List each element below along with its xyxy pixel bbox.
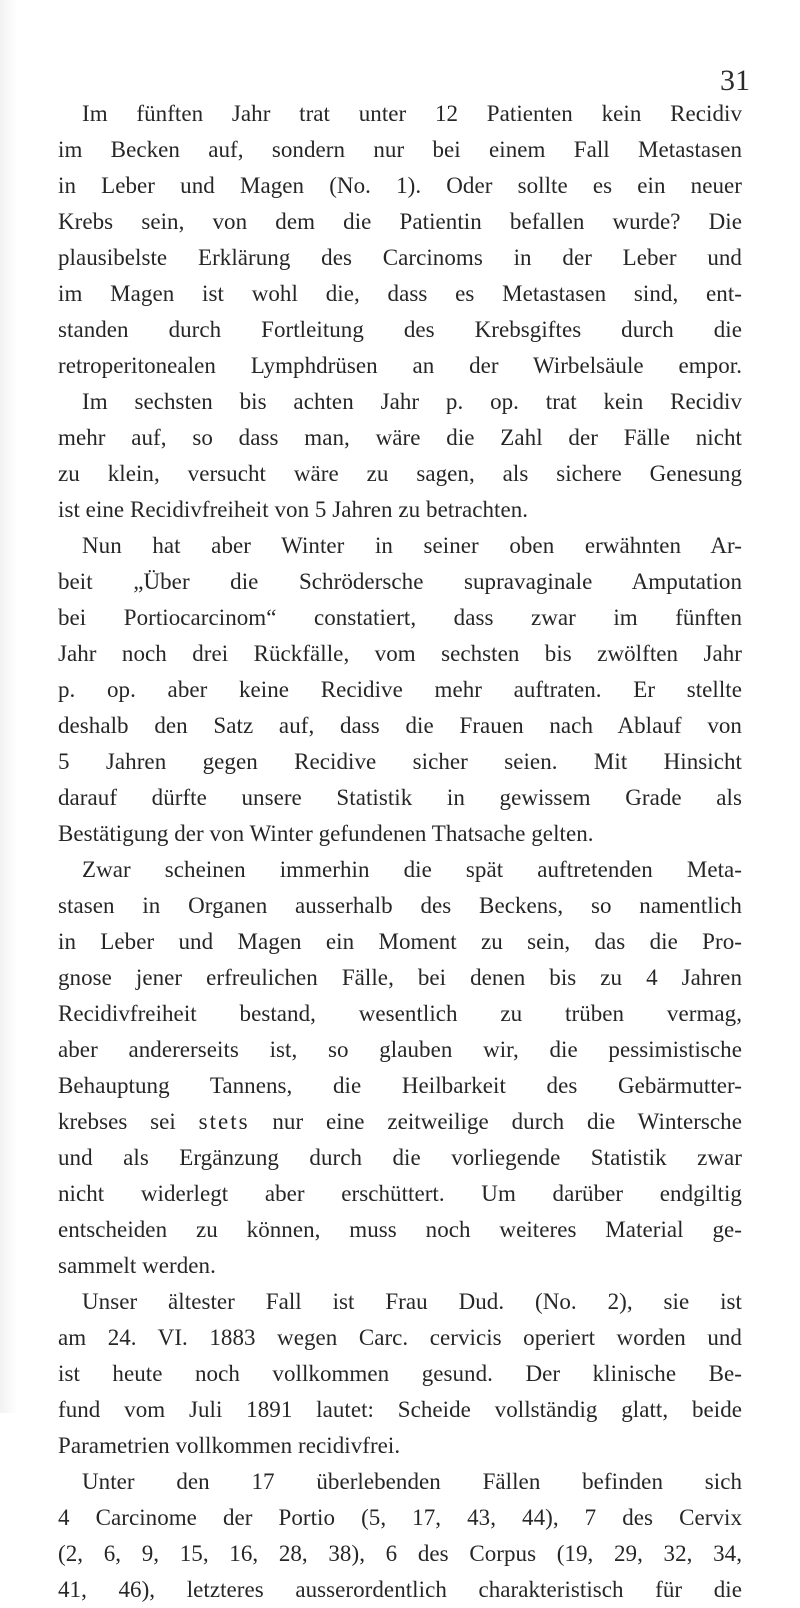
text-line: Im sechsten bis achten Jahr p. op. trat kein Recidiv [82,389,742,414]
text-line: ist eine Recidivfreiheit von 5 Jahren zu betrachten. [58,497,529,522]
text-line: aber andererseits ist, so glauben wir, die pessimistische [58,1037,742,1062]
emphasis-text: stets [198,1109,250,1134]
text-line: ist heute noch vollkommen gesund. Der klinische Be- [58,1361,742,1386]
text-line: im Becken auf, sondern nur bei einem Fall Metastasen [58,137,742,162]
text-line: und als Ergänzung durch die vorliegende Statistik zwar [58,1145,742,1170]
text-line: Unter den 17 überlebenden Fällen befinden sich [82,1469,742,1494]
text-segment: nur eine zeitweilige durch die Wintersche [249,1109,742,1134]
text-line: sammelt werden. [58,1253,216,1278]
text-line: bei Portiocarcinom“ constatiert, dass zwar im fünften [58,605,742,630]
text-line: Bestätigung der von Winter gefundenen Thatsache gelten. [58,821,594,846]
body-text [58,96,742,1608]
text-line: deshalb den Satz auf, dass die Frauen nach Ablauf von [58,713,742,738]
text-line: im Magen ist wohl die, dass es Metastasen sind, ent- [58,281,742,306]
text-line: plausibelste Erklärung des Carcinoms in der Leber und [58,245,742,270]
text-line: Nun hat aber Winter in seiner oben erwähnten Ar- [82,533,742,558]
text-line: in Leber und Magen (No. 1). Oder sollte es ein neuer [58,173,742,198]
text-line: am 24. VI. 1883 wegen Carc. cervicis operiert worden und [58,1325,742,1350]
text-line: Jahr noch drei Rückfälle, vom sechsten bis zwölften Jahr [58,641,742,666]
text-line: in Leber und Magen ein Moment zu sein, das die Pro- [58,929,742,954]
text-line: Behauptung Tannens, die Heilbarkeit des Gebärmutter- [58,1073,742,1098]
text-line: darauf dürfte unsere Statistik in gewissem Grade als [58,785,742,810]
text-line: Parametrien vollkommen recidivfrei. [58,1433,401,1458]
text-line: (2, 6, 9, 15, 16, 28, 38), 6 des Corpus (19, 29, 32, 34, [58,1541,742,1566]
text-line: mehr auf, so dass man, wäre die Zahl der Fälle nicht [58,425,742,450]
text-line: retroperitonealen Lymphdrüsen an der Wirbelsäule empor. [58,353,742,378]
text-line: 5 Jahren gegen Recidive sicher seien. Mit Hinsicht [58,749,742,774]
text-line: Im fünften Jahr trat unter 12 Patienten kein Recidiv [82,101,742,126]
text-line: nicht widerlegt aber erschüttert. Um darüber endgiltig [58,1181,742,1206]
page-number: 31 [720,64,750,97]
text-line: standen durch Fortleitung des Krebsgiftes durch die [58,317,742,342]
text-line-composite [58,1104,742,1140]
text-segment: krebses sei [58,1109,199,1134]
text-line: 41, 46), letzteres ausserordentlich charakteristisch für die [58,1577,742,1602]
text-line: Unser ältester Fall ist Frau Dud. (No. 2), sie ist [82,1289,742,1314]
text-line: Krebs sein, von dem die Patientin befallen wurde? Die [58,209,742,234]
text-line: Recidivfreiheit bestand, wesentlich zu trüben vermag, [58,1001,742,1026]
text-line: fund vom Juli 1891 lautet: Scheide vollständig glatt, beide [58,1397,742,1422]
text-line: 4 Carcinome der Portio (5, 17, 43, 44), 7 des Cervix [58,1505,742,1530]
text-line: gnose jener erfreulichen Fälle, bei denen bis zu 4 Jahren [58,965,742,990]
text-line: zu klein, versucht wäre zu sagen, als sichere Genesung [58,461,742,486]
text-line: stasen in Organen ausserhalb des Beckens, so namentlich [58,893,742,918]
text-line: entscheiden zu können, muss noch weiteres Material ge- [58,1217,742,1242]
text-line: beit „Über die Schrödersche supravaginale Amputation [58,569,742,594]
text-line: p. op. aber keine Recidive mehr auftraten. Er stellte [58,677,742,702]
text-line: Zwar scheinen immerhin die spät auftretenden Meta- [82,857,742,882]
